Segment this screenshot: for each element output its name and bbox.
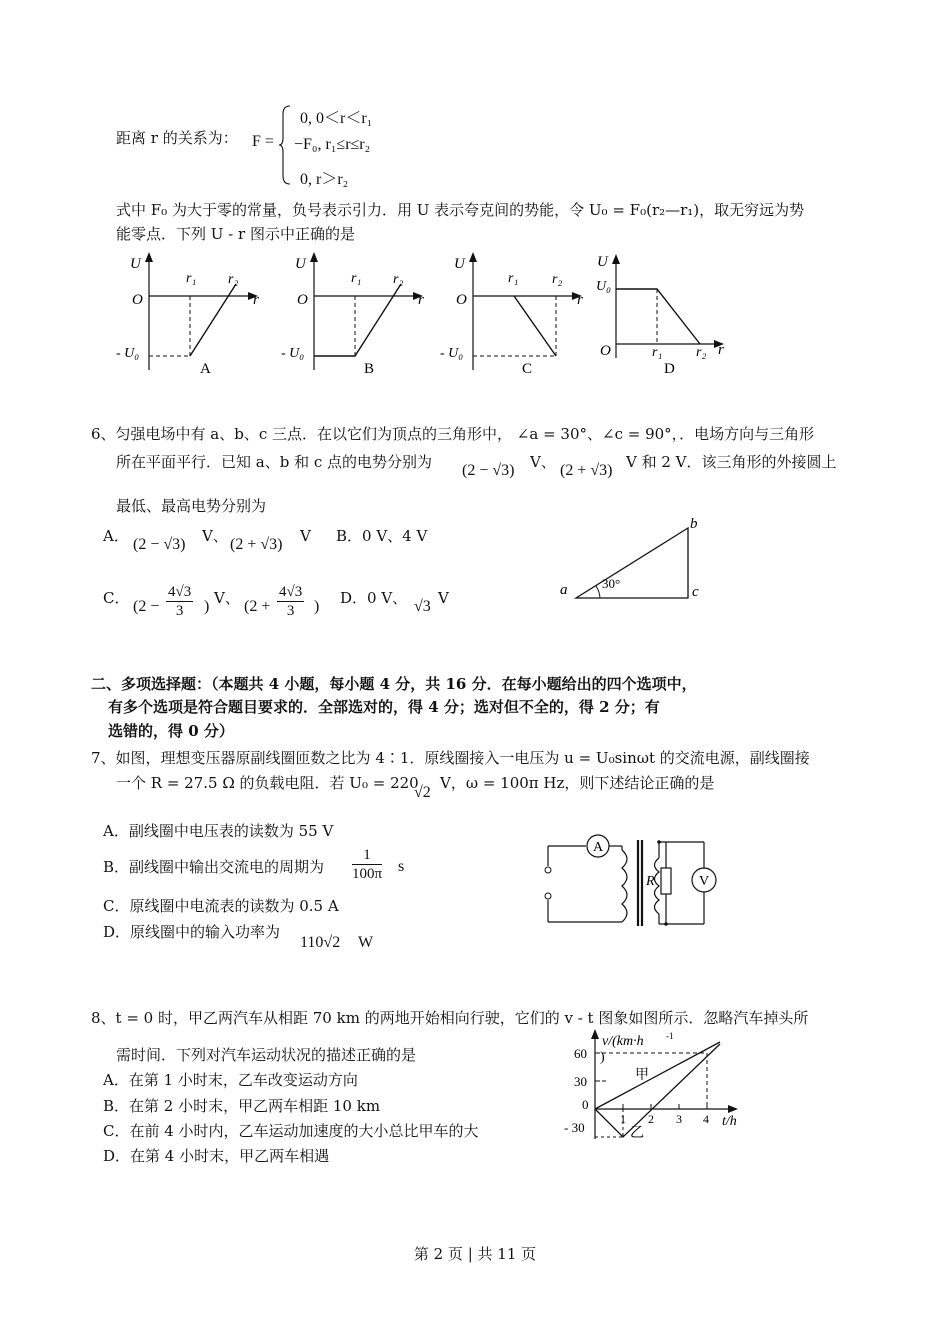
vt-x4: 4 [703, 1112, 709, 1126]
q5-graph-d [592, 250, 742, 378]
graph-a-neg-u0: - U₀ [116, 346, 140, 361]
graph-c-r2: r₂ [552, 272, 563, 287]
graph-d-label: D [664, 361, 675, 377]
vt-y60: 60 [574, 1046, 587, 1061]
vt-x3: 3 [676, 1112, 682, 1126]
graph-c-r-label: r [577, 292, 583, 308]
vt-ylabel: v/(km·h [602, 1034, 644, 1049]
q5-force-intro: 距离 r 的关系为： [116, 129, 238, 147]
triangle-vertex-a: a [560, 582, 568, 598]
q7-option-b-text: B．副线圈中输出交流电的周期为 [103, 858, 325, 876]
graph-b-r2: r₂ [393, 272, 404, 287]
q6-option-a-value1: (2 − √3) [133, 536, 186, 553]
q7-option-b-num: 1 [352, 846, 382, 865]
triangle-vertex-b: b [690, 516, 698, 532]
q6-line3: 最低、最高电势分别为 [116, 497, 267, 515]
vt-x2: 2 [648, 1112, 654, 1126]
q5-piecewise-lhs: F = [252, 133, 274, 150]
graph-a-label: A [200, 361, 211, 377]
q6-triangle-figure [556, 510, 716, 610]
q5-graph-a [112, 250, 270, 378]
q5-piecewise-row2: −F₀, r₁≤r≤r₂ [294, 136, 371, 153]
q6-option-c-frac1 [166, 583, 193, 620]
circuit-voltmeter-label: V [699, 874, 710, 889]
q6-option-a-label: A． [103, 527, 129, 545]
page-footer: 第 2 页 | 共 11 页 [413, 1245, 537, 1263]
q6-option-c-frac1-num: 4√3 [168, 584, 192, 600]
graph-d-u0: U₀ [596, 279, 611, 294]
vt-xlabel: t/h [722, 1114, 737, 1129]
q5-piecewise-row3: 0, r＞r₂ [300, 171, 349, 188]
q7-line2-b: V，ω = 100π Hz，则下述结论正确的是 [440, 774, 715, 792]
q6-line2-b: V 和 2 V．该三角形的外接圆上 [626, 453, 837, 471]
section2-line2: 有多个选项是符合题目要求的．全部选对的，得 4 分；选对但不全的，得 2 分；有 [108, 698, 660, 716]
q6-unit-sep: V、 [530, 453, 556, 471]
q6-option-a-sep: V、 [202, 527, 228, 545]
q7-option-b-den: 100π [352, 866, 383, 882]
q5-piecewise-brace [278, 104, 292, 186]
graph-b-origin: O [297, 292, 308, 308]
vt-y0: 0 [582, 1097, 589, 1112]
graph-c-u-label: U [454, 256, 465, 272]
q7-option-b-frac [352, 846, 382, 883]
q6-option-b: B．0 V、4 V [336, 527, 428, 545]
vt-yneg30: - 30 [564, 1120, 585, 1135]
vt-x1: 1 [620, 1112, 626, 1126]
graph-b-u-label: U [295, 256, 306, 272]
q8-option-b: B．在第 2 小时末，甲乙两车相距 10 km [103, 1097, 381, 1115]
graph-a-u-label: U [130, 256, 141, 272]
q6-option-c-post2: ) [314, 598, 320, 615]
q5-graph-b [277, 250, 435, 378]
q7-line2-a: 一个 R = 27.5 Ω 的负载电阻．若 U₀ = 220 [116, 774, 419, 792]
graph-d-r1: r₁ [652, 345, 663, 360]
graph-d-r-label: r [718, 342, 724, 358]
q6-option-c-sep: V、 [214, 589, 240, 607]
q6-option-c-pre1: (2 − [133, 598, 160, 615]
section2-line3: 选错的，得 0 分） [108, 722, 234, 740]
triangle-vertex-c: c [692, 584, 699, 600]
q6-option-a-value2: (2 + √3) [230, 536, 283, 553]
graph-a-r1: r₁ [186, 271, 197, 286]
graph-c-r1: r₁ [508, 271, 519, 286]
q6-option-c-frac1-den: 3 [175, 603, 184, 619]
q7-option-a: A．副线圈中电压表的读数为 55 V [103, 822, 334, 840]
vt-ylabel-exp: -1 [666, 1031, 674, 1041]
q7-option-d-value: 110√2 [300, 934, 341, 951]
graph-d-u-label: U [597, 254, 608, 270]
q8-vt-graph [560, 1025, 760, 1143]
q8-option-a: A．在第 1 小时末，乙车改变运动方向 [103, 1071, 358, 1089]
circuit-ammeter-label: A [593, 840, 604, 855]
q6-line2-a: 所在平面平行．已知 a、b 和 c 点的电势分别为 [116, 453, 433, 471]
q8-option-d: D．在第 4 小时末，甲乙两车相遇 [103, 1147, 330, 1165]
q6-option-c-pre2: (2 + [244, 598, 271, 615]
q6-potential-a: (2 − √3) [462, 462, 515, 479]
graph-c-origin: O [456, 292, 467, 308]
q5-desc-line2: 能零点．下列 U - r 图示中正确的是 [116, 225, 355, 243]
q7-option-b-unit: s [398, 858, 405, 875]
q5-desc-line1: 式中 F₀ 为大于零的常量，负号表示引力．用 U 表示夸克间的势能，令 U₀ = F₀(r₂—r₁)，取无穷远为势 [116, 201, 805, 219]
q6-option-c-frac2-num: 4√3 [279, 584, 303, 600]
q7-option-c: C．原线圈中电流表的读数为 0.5 A [103, 897, 339, 915]
vt-jia-label: 甲 [635, 1068, 649, 1083]
circuit-resistor-label: R [646, 874, 655, 889]
q6-option-a-unit: V [300, 527, 311, 545]
q6-option-c-frac2-den: 3 [286, 603, 295, 619]
q5-graph-c [436, 250, 594, 378]
q6-option-c-label: C． [103, 589, 130, 607]
q7-option-d-text: D．原线圈中的输入功率为 [103, 923, 281, 941]
q6-option-c-post1: ) [204, 598, 210, 615]
q6-potential-b: (2 + √3) [560, 462, 613, 479]
q7-option-d-unit: W [358, 934, 374, 951]
triangle-angle-label: 30° [602, 576, 621, 591]
section2-line1: 二、多项选择题：（本题共 4 小题，每小题 4 分，共 16 分．在每小题给出的四个选项中， [91, 675, 697, 693]
graph-d-r2: r₂ [696, 345, 707, 360]
graph-b-neg-u0: - U₀ [281, 346, 305, 361]
q6-option-d-value: √3 [414, 598, 431, 615]
vt-ylabel-close: ) [600, 1050, 605, 1065]
q6-option-d-unit: V [438, 589, 449, 607]
vt-yi-label: 乙 [630, 1126, 644, 1141]
graph-d-origin: O [600, 343, 611, 359]
q8-line2: 需时间．下列对汽车运动状况的描述正确的是 [116, 1046, 417, 1064]
q7-line1: 7、如图，理想变压器原副线圈匝数之比为 4∶1．原线圈接入一电压为 u = U₀sinωt 的交流电源，副线圈接 [91, 749, 810, 767]
graph-b-label: B [364, 361, 375, 377]
graph-b-r1: r₁ [351, 271, 362, 286]
q8-option-c: C．在前 4 小时内，乙车运动加速度的大小总比甲车的大 [103, 1122, 479, 1140]
vt-y30: 30 [574, 1074, 587, 1089]
q7-line2-sqrt: √2 [414, 784, 431, 801]
graph-a-r2: r₂ [228, 272, 239, 287]
graph-c-label: C [522, 361, 533, 377]
q7-circuit-diagram [538, 820, 728, 930]
q5-piecewise-row1: 0, 0＜r＜r₁ [300, 110, 373, 127]
graph-c-neg-u0: - U₀ [440, 346, 464, 361]
graph-a-origin: O [132, 292, 143, 308]
q6-option-c-frac2 [277, 583, 304, 620]
q6-line1: 6、匀强电场中有 a、b、c 三点．在以它们为顶点的三角形中， ∠a = 30°、∠c = 90°，．电场方向与三角形 [91, 425, 815, 443]
graph-b-r-label: r [418, 292, 424, 308]
graph-a-r-label: r [253, 292, 259, 308]
q8-line1: 8、t = 0 时，甲乙两汽车从相距 70 km 的两地开始相向行驶，它们的 v - t 图象如图所示．忽略汽车掉头所 [91, 1009, 809, 1027]
q6-option-d-label: D．0 V、 [340, 589, 408, 607]
